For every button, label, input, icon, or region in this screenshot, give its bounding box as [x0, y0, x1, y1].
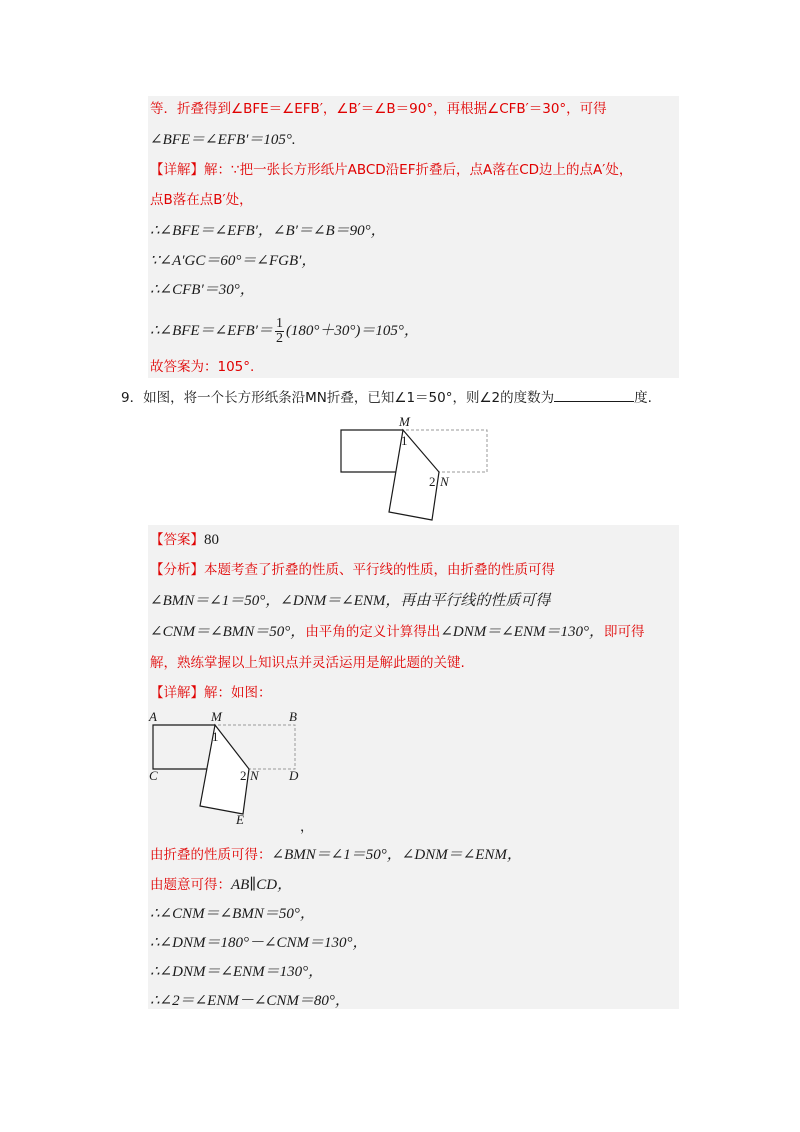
prev-detail-intro2: 点B落在点B′处，: [150, 192, 253, 208]
detail-step5: ∴∠DNM＝∠ENM＝130°，: [150, 964, 324, 980]
figure2-comma: ，: [300, 819, 314, 835]
analysis-line1: 【分析】本题考查了折叠的性质、平行线的性质，由折叠的性质可得: [150, 562, 555, 578]
prev-detail-intro: 【详解】解：∵把一张长方形纸片ABCD沿EF折叠后，点A落在CD边上的点A′处，: [150, 162, 633, 178]
label-c: C: [149, 768, 158, 783]
answer-value: 80: [204, 532, 219, 548]
detail-step2: 由题意可得：AB∥CD，: [150, 877, 293, 893]
label-n: N: [250, 768, 259, 783]
detail-step1: 由折叠的性质可得：∠BMN＝∠1＝50°，∠DNM＝∠ENM，: [150, 847, 522, 863]
fraction-one-half: $\frac{1}{2}$: [275, 316, 283, 347]
label-a: A: [149, 709, 157, 724]
detail-step6: ∴∠2＝∠ENM－∠CNM＝80°，: [150, 993, 350, 1009]
label-angle-2: 2: [429, 474, 436, 489]
detail-step4: ∴∠DNM＝180°－∠CNM＝130°，: [150, 935, 368, 951]
question-number: 9．: [121, 390, 144, 406]
folding-figure-2: [148, 708, 302, 826]
label-e: E: [236, 812, 244, 826]
prev-step4: ∴∠BFE＝∠EFB′＝ $\frac{1}{2}$ (180°＋30°)＝105°，: [150, 316, 419, 347]
question-9: 9．如图，将一个长方形纸条沿MN折叠，已知∠1＝50°，则∠2的度数为 度.: [121, 390, 652, 406]
detail-intro: 【详解】解：如图：: [150, 685, 272, 701]
detail-tag: 【详解】: [150, 162, 204, 178]
prev-solution-line1: 等．折叠得到∠BFE＝∠EFB′，∠B′＝∠B＝90°，再根据∠CFB′＝30°，可得: [150, 101, 607, 117]
analysis-line2: ∠BMN＝∠1＝50°，∠DNM＝∠ENM，再由平行线的性质可得: [150, 593, 551, 609]
analysis-line3: ∠CNM＝∠BMN＝50°，由平角的定义计算得出∠DNM＝∠ENM＝130°，即可得: [150, 624, 645, 640]
detail-tag: 【详解】: [150, 685, 204, 701]
label-angle-1: 1: [401, 433, 408, 448]
label-m: M: [211, 709, 222, 724]
label-n: N: [440, 474, 449, 489]
label-b: B: [289, 709, 297, 724]
answer-line: [150, 531, 219, 549]
answer-blank: [554, 388, 634, 402]
prev-step3: ∴∠CFB′＝30°，: [150, 282, 255, 298]
analysis-tag: 【分析】: [150, 562, 204, 578]
label-m: M: [399, 414, 410, 429]
detail-step3: ∴∠CNM＝∠BMN＝50°，: [150, 906, 315, 922]
prev-step2: ∵∠A′GC＝60°＝∠FGB′，: [150, 253, 317, 269]
prev-step1: ∴∠BFE＝∠EFB′，∠B′＝∠B＝90°，: [150, 223, 386, 239]
label-angle-1: 1: [212, 729, 219, 744]
folding-figure-1: [335, 412, 495, 524]
answer-tag: 【答案】: [150, 532, 204, 548]
label-angle-2: 2: [240, 768, 247, 783]
prev-solution-line2: ∠BFE＝∠EFB′＝105°.: [150, 132, 296, 148]
analysis-line4: 解，熟练掌握以上知识点并灵活运用是解此题的关键.: [150, 655, 465, 671]
label-d: D: [289, 768, 299, 783]
prev-final-answer: 故答案为：105°.: [150, 359, 255, 375]
